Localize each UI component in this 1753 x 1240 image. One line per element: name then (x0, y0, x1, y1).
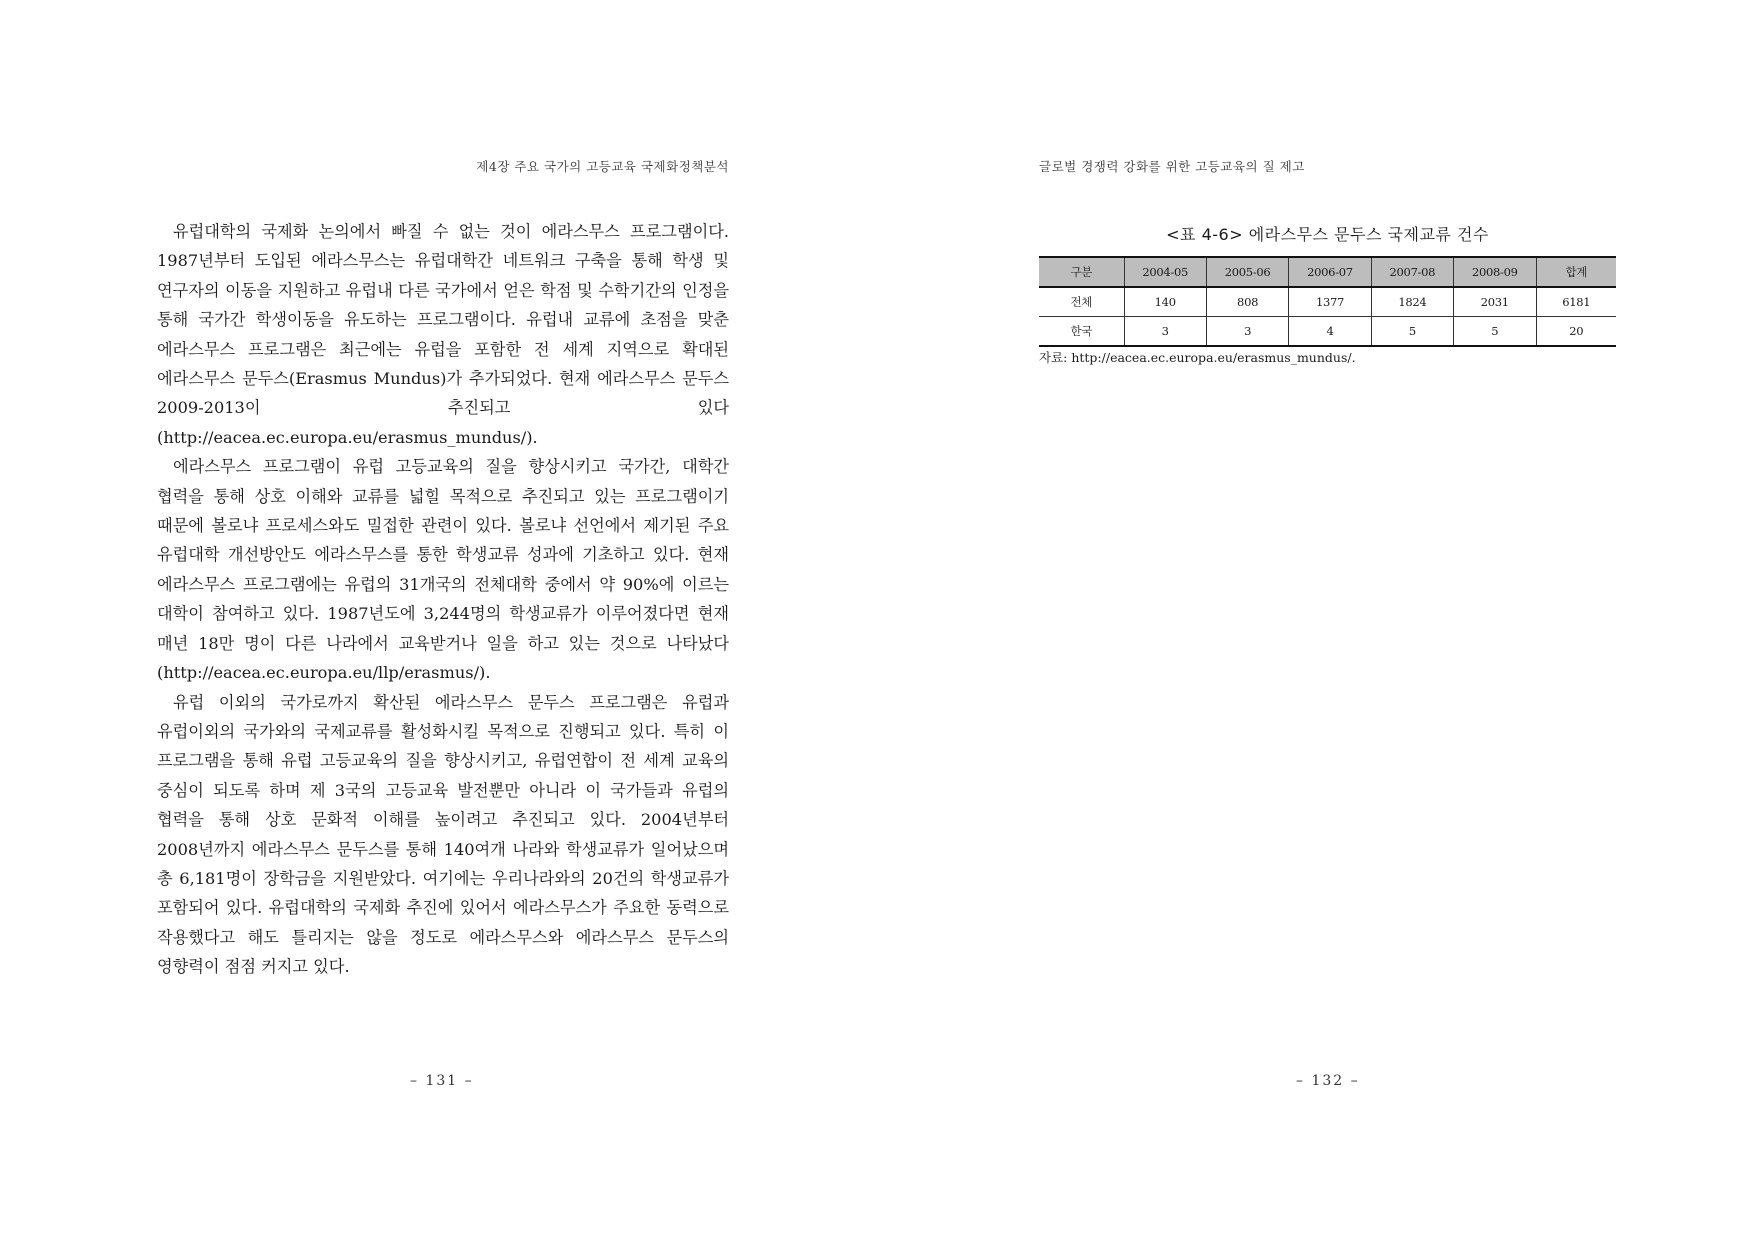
table-row (1039, 287, 1616, 317)
page-number-right: – 132 – (1296, 1073, 1360, 1089)
table-cell: 1824 (1371, 287, 1453, 317)
paragraph-1: 유럽대학의 국제화 논의에서 빠질 수 없는 것이 에라스무스 프로그램이다. 1987년부터 도입된 에라스무스는 유럽대학간 네트워크 구축을 통해 학생 및 연구자의 이동을 지원하고 유럽내 다른 국가에서 얻은 학점 및 수학기간의 인정을 통해 국가간 학생이동을 유도하는 프로그램이다. 유럽내 교류에 초점을 맞춘 에라스무스 프로그램은 최근에는 유럽을 포함한 전 세계 지역으로 확대된 에라스무스 문두스(Erasmus Mundus)가 추가되었다. 현재 에라스무스 문두스 2009-2013이 추진되고 있다 (http://eacea.ec.europa.eu/erasmus_mundus/). (157, 222, 729, 447)
table-title: <표 4-6> 에라스무스 문두스 국제교류 건수 (1166, 225, 1489, 244)
left-page (0, 0, 876, 1240)
table-cell: 4 (1289, 317, 1371, 347)
header-cell: 구분 (1039, 257, 1124, 287)
table-cell: 2031 (1454, 287, 1536, 317)
row-label: 전체 (1039, 287, 1124, 317)
table-cell: 5 (1371, 317, 1453, 347)
header-cell: 2007-08 (1371, 257, 1453, 287)
table-cell: 1377 (1289, 287, 1371, 317)
table-cell: 3 (1206, 317, 1288, 347)
running-head-right: 글로벌 경쟁력 강화를 위한 고등교육의 질 제고 (1039, 159, 1305, 174)
table-row (1039, 317, 1616, 347)
page-number-left: – 131 – (410, 1073, 474, 1089)
paragraph-3: 유럽 이외의 국가로까지 확산된 에라스무스 문두스 프로그램은 유럽과 유럽이외의 국가와의 국제교류를 활성화시킬 목적으로 진행되고 있다. 특히 이 프로그램을 통해 유럽 고등교육의 질을 향상시키고, 유럽연합이 전 세계 교육의 중심이 되도록 하며 제 3국의 고등교육 발전뿐만 아니라 이 국가들과 유럽의 협력을 통해 상호 문화적 이해를 높이려고 추진되고 있다. 2004년부터 2008년까지 에라스무스 문두스를 통해 140여개 나라와 학생교류가 일어났으며 총 6,181명이 장학금을 지원받았다. 여기에는 우리나라와의 20건의 학생교류가 포함되어 있다. 유럽대학의 국제화 추진에 있어서 에라스무스가 주요한 동력으로 작용했다고 해도 틀리지는 않을 정도로 에라스무스와 에라스무스 문두스의 영향력이 점점 커지고 있다. (157, 692, 729, 977)
paragraph-2: 에라스무스 프로그램이 유럽 고등교육의 질을 향상시키고 국가간, 대학간 협력을 통해 상호 이해와 교류를 넓힐 목적으로 추진되고 있는 프로그램이기 때문에 볼로냐 프로세스와도 밀접한 관련이 있다. 볼로냐 선언에서 제기된 주요 유럽대학 개선방안도 에라스무스를 통한 학생교류 성과에 기초하고 있다. 현재 에라스무스 프로그램에는 유럽의 31개국의 전체대학 중에서 약 90%에 이르는 대학이 참여하고 있다. 1987년도에 3,244명의 학생교류가 이루어졌다면 현재 매년 18만 명이 다른 나라에서 교육받거나 일을 하고 있는 것으로 나타났다(http://eacea.ec.europa.eu/llp/erasmus/). (157, 457, 729, 683)
header-cell: 2006-07 (1289, 257, 1371, 287)
table-cell: 6181 (1536, 287, 1616, 317)
exchange-table (1039, 256, 1616, 347)
body-text (157, 217, 729, 982)
table-cell: 5 (1454, 317, 1536, 347)
table-cell: 20 (1536, 317, 1616, 347)
row-label: 한국 (1039, 317, 1124, 347)
header-cell: 합계 (1536, 257, 1616, 287)
header-cell: 2004-05 (1124, 257, 1206, 287)
table-source-note: 자료: http://eacea.ec.europa.eu/erasmus_mundus/. (1039, 350, 1356, 365)
table-cell: 3 (1124, 317, 1206, 347)
table-cell: 808 (1206, 287, 1288, 317)
right-page (876, 0, 1753, 1240)
table-cell: 140 (1124, 287, 1206, 317)
running-head-left: 제4장 주요 국가의 고등교육 국제화정책분석 (476, 159, 729, 174)
header-cell: 2005-06 (1206, 257, 1288, 287)
table-header-row (1039, 257, 1616, 287)
header-cell: 2008-09 (1454, 257, 1536, 287)
